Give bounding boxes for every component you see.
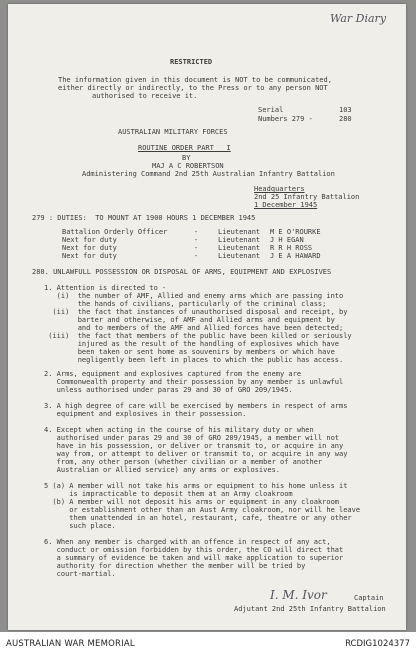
signature: I. M. Ivor <box>270 588 327 602</box>
classification-heading: RESTRICTED <box>170 58 213 66</box>
officer-role: Administering Command 2nd 25th Australian Infantry Battalion <box>82 170 335 178</box>
signoff-rank: Captain <box>354 594 384 602</box>
handwritten-note: War Diary <box>330 12 387 25</box>
serial-label: Serial <box>258 106 284 114</box>
hq-line-2: 2nd 25 Infantry Battalion <box>254 193 360 201</box>
numbers-label: Numbers 279 - <box>258 115 313 123</box>
officer-name: MAJ A C ROBERTSON <box>152 162 224 170</box>
archive-name: AUSTRALIAN WAR MEMORIAL <box>6 639 135 649</box>
hq-date: 1 December 1945 <box>254 201 318 209</box>
by-line: BY <box>182 154 191 162</box>
section-279-title: 279 : DUTIES: TO MOUNT AT 1900 HOURS 1 DECEMBER 1945 <box>32 214 256 222</box>
numbers-value: 280 <box>339 115 352 123</box>
duty-row: Next for duty <box>62 244 117 252</box>
organisation-heading: AUSTRALIAN MILITARY FORCES <box>118 128 228 136</box>
archive-reference: RCDIG1024377 <box>345 639 410 649</box>
order-title: ROUTINE ORDER PART I <box>138 144 231 152</box>
hq-line-1: Headquarters <box>254 185 305 193</box>
signoff-role: Adjutant 2nd 25th Infantry Battalion <box>234 605 386 613</box>
document-page: War Diary RESTRICTED The information given in this document is NOT to be communicated, either directly or indirectly, to the Press or to any person NOT authorised to receive it. Serial 103 Numbers 279 - 280 AUSTRALIAN MILITARY FORCES ROUTINE ORDER PART I BY MAJ A C ROBERTSON Administering Command 2nd 25th Australian Infantry Battalion Headquarters 2nd 25 Infantry Battalion 1 December 1945 279 : DUTIES: TO MOUNT AT 1900 HOURS 1 DECEMBER 1945 Battalion Orderly Officer - Lieutenant M E O'ROURKE Next for duty - Lieutenant J H EGAN Next for duty - Lieutenant R R H ROSS Next for duty - Lieutenant J E A HAWARD 280. UNLAWFULL POSSESSION OR DISPOSAL OF ARMS, EQUIPMENT AND EXPLOSIVES 1. Attention is directed to - (i) the number of AMF, Allied and enemy arms which are passing into the hands of civilians, particularly of the criminal class; (ii) the fact that instances of unauthorised disposal and receipt, by barter and otherwise, of AMF and Allied arms and equipment by and to members of the AMF and Allied forces have been detected; (iii) the fact that members of the public have been killed or seriously injured as the result of the handling of explosives which have been taken or sent home as souvenirs by members or which have negligently been left in places to which the public has access. 2. Arms, equipment and explosives captured from the enemy are Commonwealth property and their possession by any member is unlawful unless authorised under paras 29 and 30 of GRO 209/1945. 3. A high degree of care will be exercised by members in respect of arms equipment and explosives in their possession. 4. Except when acting in the course of his military duty or when authorised under paras 29 and 30 of GRO 209/1945, a member will not have in his possession, or deliver or transmit to, or acquire in any way from, or attempt to deliver or transmit to, or acquire in any way from, any other person (whether civilian or a member of another Australian or Allied service) any arms or explosives. 5 (a) A member will not take his arms or equipment to his home unless it is impracticable to deposit them at an Army cloakroom (b) A member will not deposit his arms or equipment in any cloakroom or establishment other than an Aust Army cloakroom, nor will he leave them unattended in an hotel, restaurant, cafe, theatre or any other such place. 6. When any member is charged with an offence in respect of any act, conduct or omission forbidden by this order, the CO will direct that a summary of evidence be taken and will make application to superior authority for direction whether the member will be tried by court-martial. I. M. Ivor Captain Adjutant 2nd 25th Infantry Battalion <box>8 4 406 630</box>
serial-value: 103 <box>339 106 352 114</box>
duty-row: Battalion Orderly Officer <box>62 228 168 236</box>
duty-row: Next for duty <box>62 236 117 244</box>
section-280-title: 280. UNLAWFULL POSSESSION OR DISPOSAL OF ARMS, EQUIPMENT AND EXPLOSIVES <box>32 268 332 276</box>
archive-footer <box>0 632 416 654</box>
duty-row: Next for duty <box>62 252 117 260</box>
